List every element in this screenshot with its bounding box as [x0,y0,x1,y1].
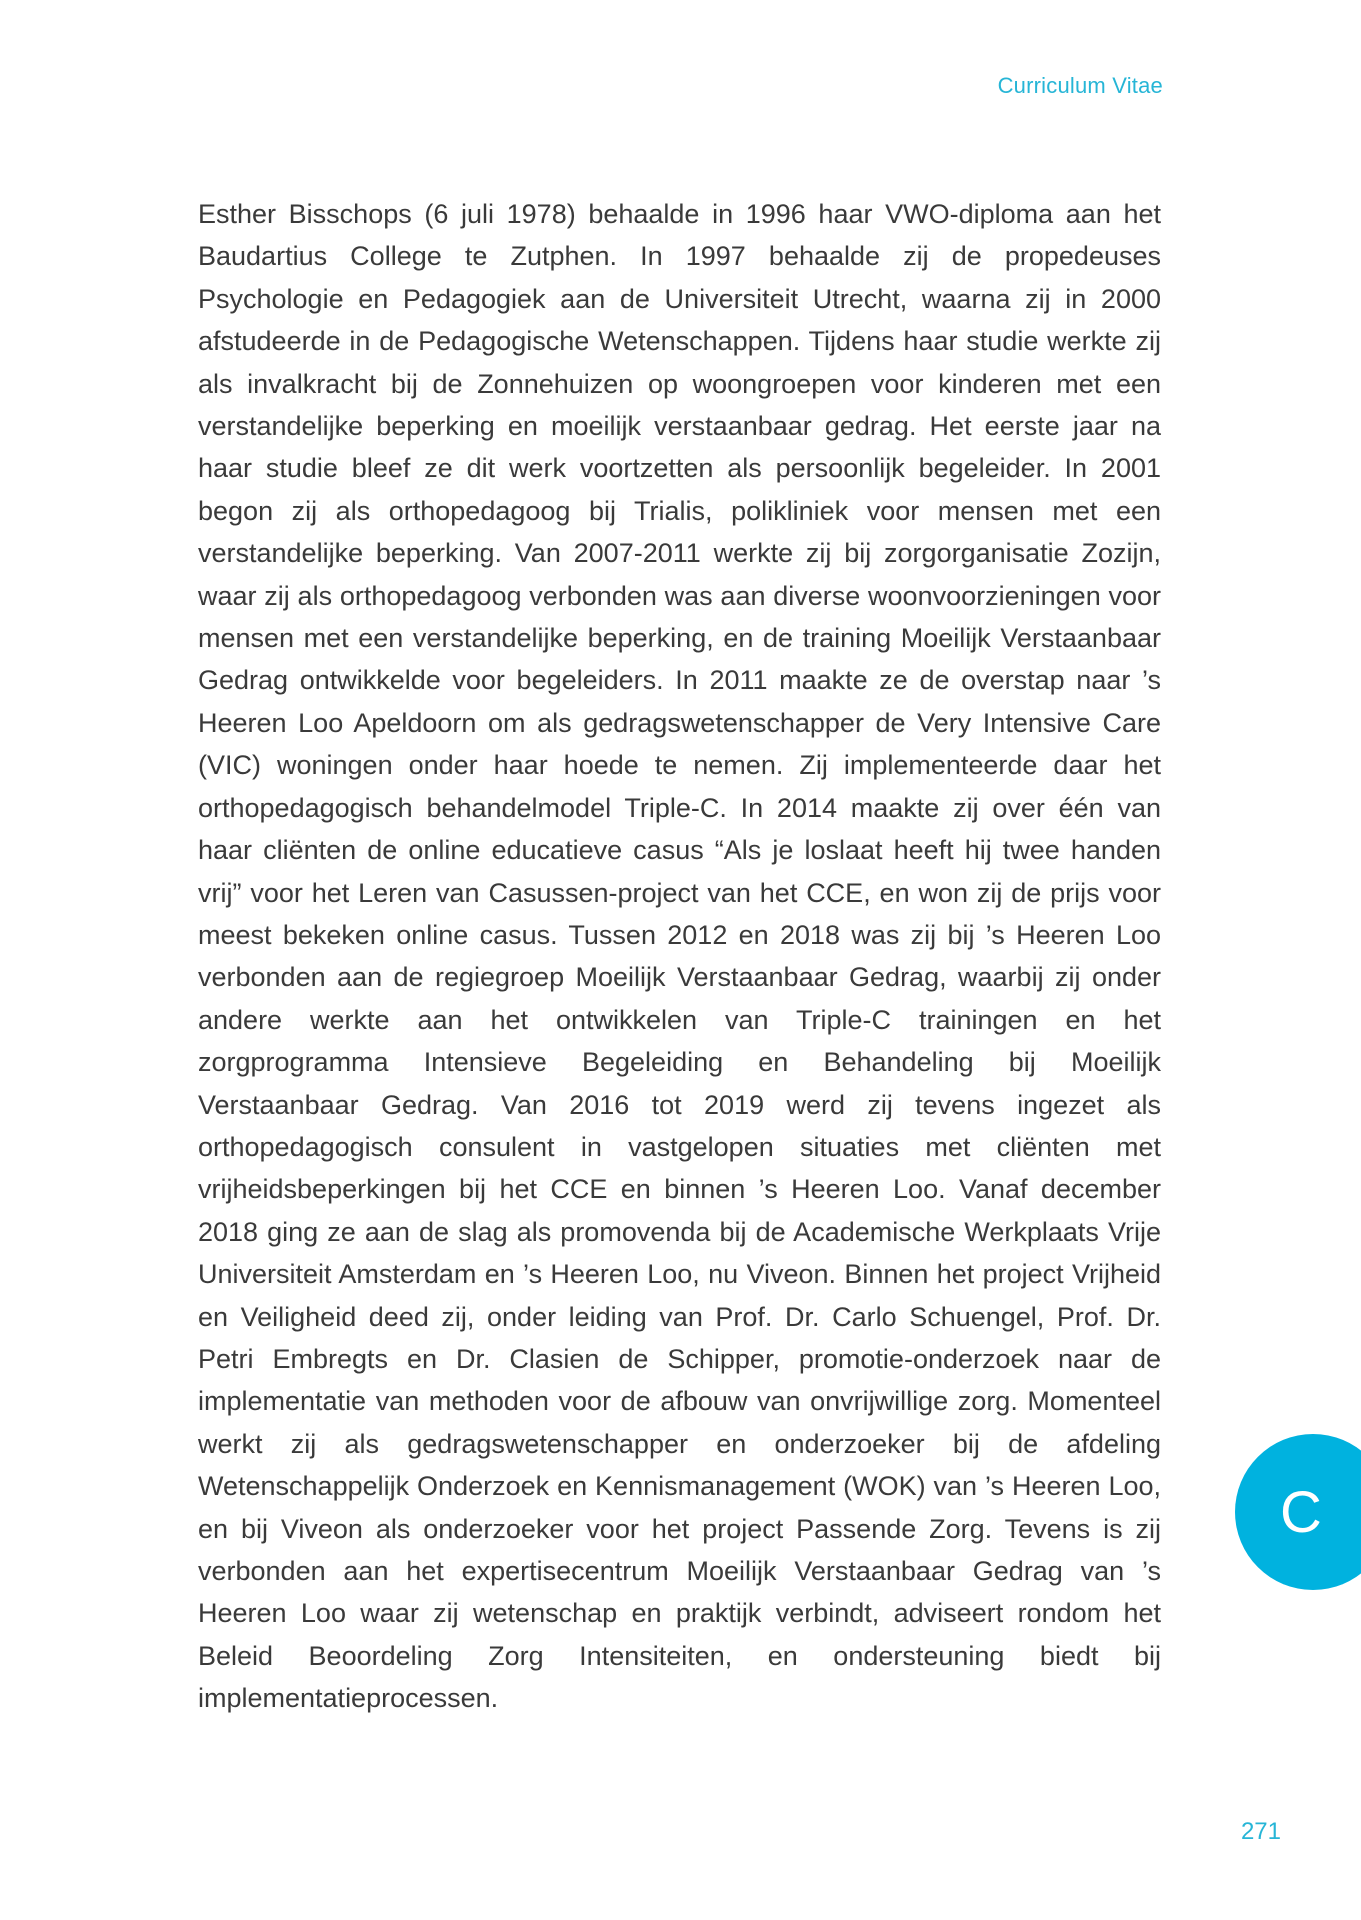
page-number: 271 [1240,1818,1281,1845]
chapter-tab-letter: C [1280,1479,1322,1545]
chapter-tab [1235,1434,1361,1590]
cv-paragraph: Esther Bisschops (6 juli 1978) behaalde in 1996 haar VWO-diploma aan het Baudartius College te Zutphen. In 1997 behaalde zij de propedeuses Psychologie en Pedagogiek aan de Universiteit Utrecht, waarna zij in 2000 afstudeerde in de Pedagogische Wetenschappen. Tijdens haar studie werkte zij als invalkracht bij de Zonnehuizen op woongroepen voor kinderen met een verstandelijke beperking en moeilijk verstaanbaar gedrag. Het eerste jaar na haar studie bleef ze dit werk voortzetten als persoonlijk begeleider. In 2001 begon zij als orthopedagoog bij Trialis, polikliniek voor mensen met een verstandelijke beperking. Van 2007-2011 werkte zij bij zorgorganisatie Zozijn, waar zij als orthopedagoog verbonden was aan diverse woonvoorzieningen voor mensen met een verstandelijke beperking, en de training Moeilijk Verstaanbaar Gedrag ontwikkelde voor begeleiders. In 2011 maakte ze de overstap naar ’s Heeren Loo Apeldoorn om als gedragswetenschapper de Very Intensive Care (VIC) woningen onder haar hoede te nemen. Zij implementeerde daar het orthopedagogisch behandelmodel Triple-C. In 2014 maakte zij over één van haar cliënten de online educatieve casus “Als je loslaat heeft hij twee handen vrij” voor het Leren van Casussen-project van het CCE, en won zij de prijs voor meest bekeken online casus. Tussen 2012 en 2018 was zij bij ’s Heeren Loo verbonden aan de regiegroep Moeilijk Verstaanbaar Gedrag, waarbij zij onder andere werkte aan het ontwikkelen van Triple-C trainingen en het zorgprogramma Intensieve Begeleiding en Behandeling bij Moeilijk Verstaanbaar Gedrag. Van 2016 tot 2019 werd zij tevens ingezet als orthopedagogisch consulent in vastgelopen situaties met cliënten met vrijheidsbeperkingen bij het CCE en binnen ’s Heeren Loo. Vanaf december 2018 ging ze aan de slag als promovenda bij de Academische Werkplaats Vrije Universiteit Amsterdam en ’s Heeren Loo, nu Viveon. Binnen het project Vrijheid en Veiligheid deed zij, onder leiding van Prof. Dr. Carlo Schuengel, Prof. Dr. Petri Embregts en Dr. Clasien de Schipper, promotie-onderzoek naar de implementatie van methoden voor de afbouw van onvrijwillige zorg. Momenteel werkt zij als gedragswetenschapper en onderzoeker bij de afdeling Wetenschappelijk Onderzoek en Kennismanagement (WOK) van ’s Heeren Loo, en bij Viveon als onderzoeker voor het project Passende Zorg. Tevens is zij verbonden aan het expertisecentrum Moeilijk Verstaanbaar Gedrag van ’s Heeren Loo waar zij wetenschap en praktijk verbindt, adviseert rondom het Beleid Beoordeling Zorg Intensiteiten, en ondersteuning biedt bij implementatieprocessen. [198,199,1161,1714]
running-header: Curriculum Vitae [997,73,1163,98]
